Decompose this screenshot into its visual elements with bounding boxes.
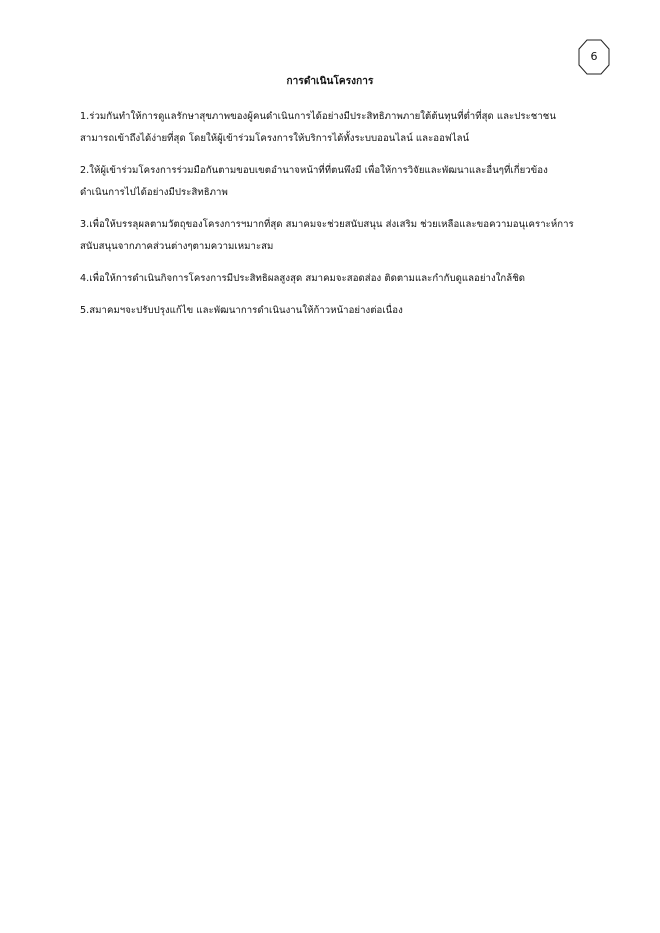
item-line: สนับสนุนจากภาคส่วนต่างๆตามความเหมาะสม <box>80 241 274 252</box>
item-line: 1.ร่วมกันทำให้การดูแลรักษาสุขภาพของผู้คนดำเนินการได้อย่างมีประสิทธิภาพภายใต้ต้นทุนที่ต่ำที่สุด และประชาชน <box>80 111 556 122</box>
item-line: 5.สมาคมฯจะปรับปรุงแก้ไข และพัฒนาการดำเนินงานให้ก้าวหน้าอย่างต่อเนื่อง <box>80 305 403 316</box>
page-number-badge <box>577 38 611 76</box>
list-item <box>80 106 590 150</box>
list-item <box>80 268 590 290</box>
item-line: 2.ให้ผู้เข้าร่วมโครงการร่วมมือกันตามขอบเขตอำนาจหน้าที่ที่ตนพึงมี เพื่อให้การวิจัยและพัฒนาและอื่นๆที่เกี่ยวข้อง <box>80 165 548 176</box>
list-item <box>80 214 590 258</box>
list-item <box>80 300 590 322</box>
page-number: 6 <box>590 50 598 63</box>
list-item <box>80 160 590 204</box>
item-line: 4.เพื่อให้การดำเนินกิจการโครงการมีประสิทธิผลสูงสุด สมาคมจะสอดส่อง ติดตามและกำกับดูแลอย่างใกล้ชิด <box>80 273 526 284</box>
item-list <box>80 106 590 332</box>
item-line: ดำเนินการไปได้อย่างมีประสิทธิภาพ <box>80 187 228 198</box>
item-line: 3.เพื่อให้บรรลุผลตามวัตถุของโครงการฯมากที่สุด สมาคมจะช่วยสนับสนุน ส่งเสริม ช่วยเหลือและขอความอนุเคราะห์การ <box>80 219 574 230</box>
item-line: สามารถเข้าถึงได้ง่ายที่สุด โดยให้ผู้เข้าร่วมโครงการให้บริการได้ทั้งระบบออนไลน์ และออฟไลน์ <box>80 133 470 144</box>
document-title: การดำเนินโครงการ <box>286 76 374 87</box>
